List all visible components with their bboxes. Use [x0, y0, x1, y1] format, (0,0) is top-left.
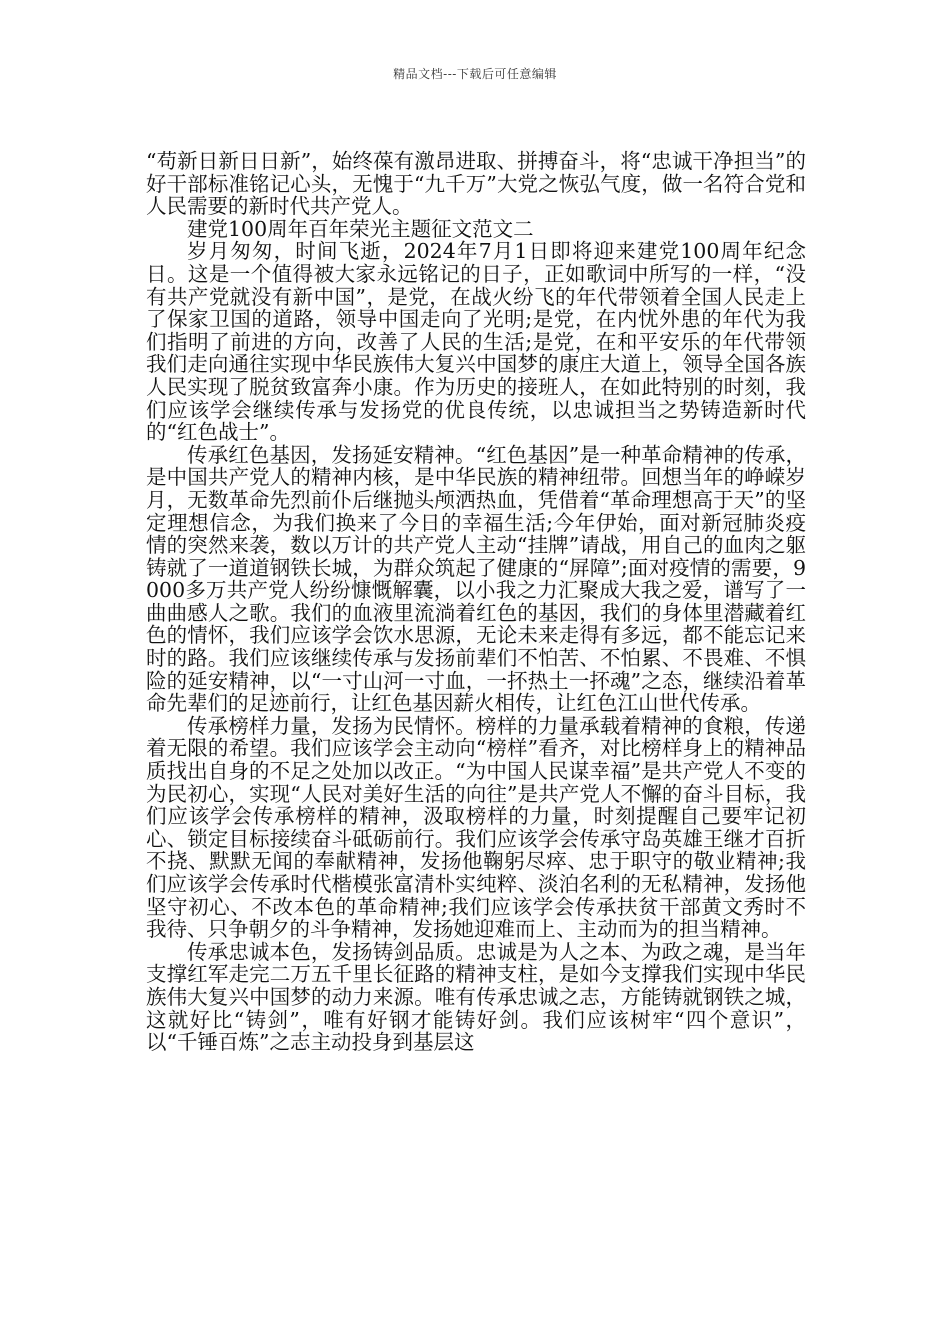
paragraph: 传承忠诚本色，发扬铸剑品质。忠诚是为人之本、为政之魂，是当年支撑红军走完二万五千里长征路的精神支柱，是如今支撑我们实现中华民族伟大复兴中国梦的动力来源。唯有传承忠诚之志，方能铸就钢铁之城，这就好比“铸剑”，唯有好钢才能铸好剑。我们应该树牢“四个意识”，以“千锤百炼”之志主动投身到基层这: [146, 939, 806, 1055]
section-heading: 建党100周年百年荣光主题征文范文二: [187, 216, 534, 241]
header-note: 精品文档---下载后可任意编辑: [393, 67, 557, 81]
paragraph: 传承红色基因，发扬延安精神。“红色基因”是一种革命精神的传承，是中国共产党人的精神内核，是中华民族的精神纽带。回想当年的峥嵘岁月，无数革命先烈前仆后继抛头颅洒热血，凭借着“革命理想高于天”的坚定理想信念，为我们换来了今日的幸福生活;今年伊始，面对新冠肺炎疫情的突然来袭，数以万计的共产党人主动“挂牌”请战，用自己的血肉之躯铸就了一道道钢铁长城，为群众筑起了健康的“屏障”;面对疫情的需要，9000多万共产党人纷纷慷慨解囊，以小我之力汇聚成大我之爱，谱写了一曲曲感人之歌。我们的血液里流淌着红色的基因，我们的身体里潜藏着红色的情怀，我们应该学会饮水思源，无论未来走得有多远，都不能忘记来时的路。我们应该继续传承与发扬前辈们不怕苦、不怕累、不畏难、不惧险的延安精神，以“一寸山河一寸血，一抔热土一抔魂”之态，继续沿着革命先辈们的足迹前行，让红色基因薪火相传，让红色江山世代传承。: [146, 442, 806, 716]
paragraph: 岁月匆匆，时间飞逝，2024年7月1日即将迎来建党100周年纪念日。这是一个值得被大家永远铭记的日子，正如歌词中所写的一样，“没有共产党就没有新中国”，是党，在战火纷飞的年代带领着全国人民走上了保家卫国的道路，领导中国走向了光明;是党，在内忧外患的年代为我们指明了前进的方向，改善了人民的生活;是党，在和平安乐的年代带领我们走向通往实现中华民族伟大复兴中国梦的康庄大道上，领导全国各族人民实现了脱贫致富奔小康。作为历史的接班人，在如此特别的时刻，我们应该学会继续传承与发扬党的优良传统，以忠诚担当之势铸造新时代的“红色战士”。: [146, 239, 806, 445]
paragraph: 传承榜样力量，发扬为民情怀。榜样的力量承载着精神的食粮，传递着无限的希望。我们应该学会主动向“榜样”看齐，对比榜样身上的精神品质找出自身的不足之处加以改正。“为中国人民谋幸福”是共产党人不变的为民初心，实现“人民对美好生活的向往”是共产党人不懈的奋斗目标，我们应该学会传承榜样的精神，汲取榜样的力量，时刻提醒自己要牢记初心、锁定目标接续奋斗砥砺前行。我们应该学会传承守岛英雄王继才百折不挠、默默无闻的奉献精神，发扬他鞠躬尽瘁、忠于职守的敬业精神;我们应该学会传承时代楷模张富清朴实纯粹、淡泊名利的无私精神，发扬他坚守初心、不改本色的革命精神;我们应该学会传承扶贫干部黄文秀时不我待、只争朝夕的斗争精神，发扬她迎难而上、主动而为的担当精神。: [146, 713, 806, 942]
document-body: [146, 150, 806, 1054]
paragraph: “苟新日新日日新”，始终葆有激昂进取、拼搏奋斗，将“忠诚干净担当”的好干部标准铭记心头，无愧于“九千万”大党之恢弘气度，做一名符合党和人民需要的新时代共产党人。: [146, 149, 806, 219]
